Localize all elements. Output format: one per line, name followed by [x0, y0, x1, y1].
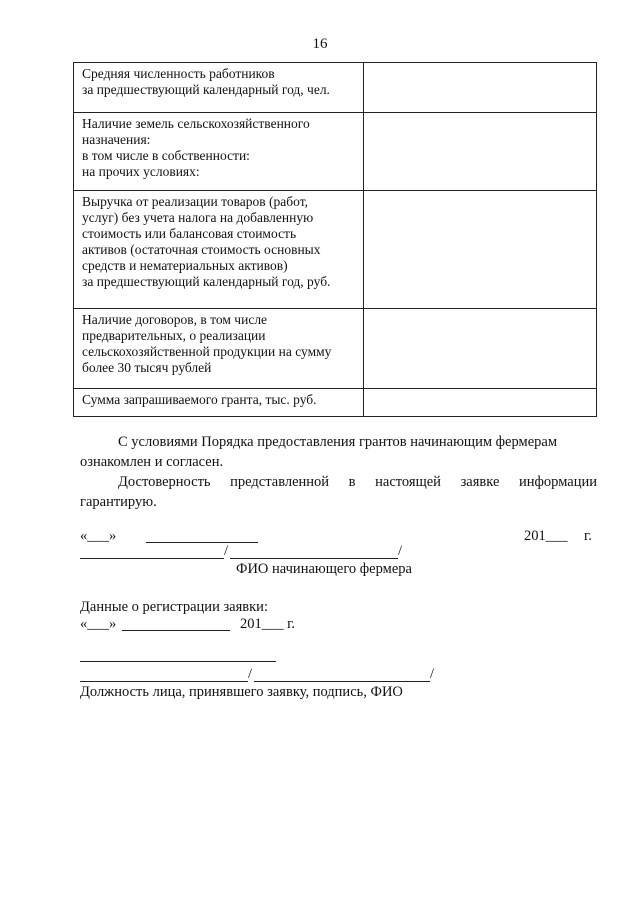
registration-day-field[interactable]: «___» [80, 616, 117, 632]
row-label [74, 309, 364, 389]
table-row [74, 191, 597, 309]
name-field[interactable] [230, 558, 398, 559]
signature-separator: / [224, 543, 229, 559]
label-line: более 30 тысяч рублей [82, 360, 212, 375]
table-row [74, 63, 597, 113]
label-line: в том числе в собственности: [82, 148, 250, 163]
label-line: Средняя численность работников [82, 66, 275, 81]
label-line: Выручка от реализации товаров (работ, [82, 194, 308, 209]
label-line: сельскохозяйственной продукции на сумму [82, 344, 332, 359]
official-separator: / [430, 666, 435, 682]
page-number: 16 [312, 36, 328, 52]
label-line: Сумма запрашиваемого гранта, тыс. руб. [82, 392, 317, 407]
label-line: за предшествующий календарный год, чел. [82, 82, 330, 97]
guarantee-line-1: Достоверность представленной в настоящей заявке информации [118, 474, 597, 490]
row-value-cell [364, 309, 597, 389]
label-line: на прочих условиях: [82, 164, 200, 179]
row-label [74, 389, 364, 417]
row-label [74, 191, 364, 309]
table-row [74, 389, 597, 417]
label-line: активов (остаточная стоимость основных [82, 242, 321, 257]
date-month-field[interactable] [146, 542, 258, 543]
row-value-cell [364, 191, 597, 309]
agreement-line-1: С условиями Порядка предоставления грантов начинающим фермерам [118, 434, 557, 450]
label-line: средств и нематериальных активов) [82, 258, 288, 273]
row-label [74, 63, 364, 113]
registration-month-field[interactable] [122, 630, 230, 631]
date-year-suffix: г. [584, 528, 592, 544]
registration-year-field[interactable]: 201___ г. [240, 616, 296, 632]
date-year-field[interactable]: 201___ [524, 528, 568, 544]
signature-separator: / [398, 543, 403, 559]
application-table [73, 62, 597, 417]
label-line: за предшествующий календарный год, руб. [82, 274, 331, 289]
row-value-cell [364, 113, 597, 191]
signature-field[interactable] [80, 558, 224, 559]
row-value-cell [364, 389, 597, 417]
official-name-field[interactable] [254, 681, 430, 682]
row-value-cell [364, 63, 597, 113]
signature-caption: ФИО начинающего фермера [236, 561, 412, 577]
table-row [74, 113, 597, 191]
label-line: стоимость или балансовая стоимость [82, 226, 297, 241]
date-day-field[interactable]: «___» [80, 528, 117, 544]
label-line: назначения: [82, 132, 151, 147]
label-line: Наличие земель сельскохозяйственного [82, 116, 310, 131]
row-label [74, 113, 364, 191]
registration-title: Данные о регистрации заявки: [80, 599, 268, 615]
official-caption: Должность лица, принявшего заявку, подпись, ФИО [80, 684, 403, 700]
official-separator: / [248, 666, 253, 682]
official-signature-field[interactable] [80, 681, 248, 682]
label-line: Наличие договоров, в том числе [82, 312, 268, 327]
agreement-line-2: ознакомлен и согласен. [80, 454, 224, 470]
label-line: предварительных, о реализации [82, 328, 266, 343]
guarantee-line-2: гарантирую. [80, 494, 157, 510]
table-row [74, 309, 597, 389]
official-position-field[interactable] [80, 661, 276, 662]
label-line: услуг) без учета налога на добавленную [82, 210, 314, 225]
